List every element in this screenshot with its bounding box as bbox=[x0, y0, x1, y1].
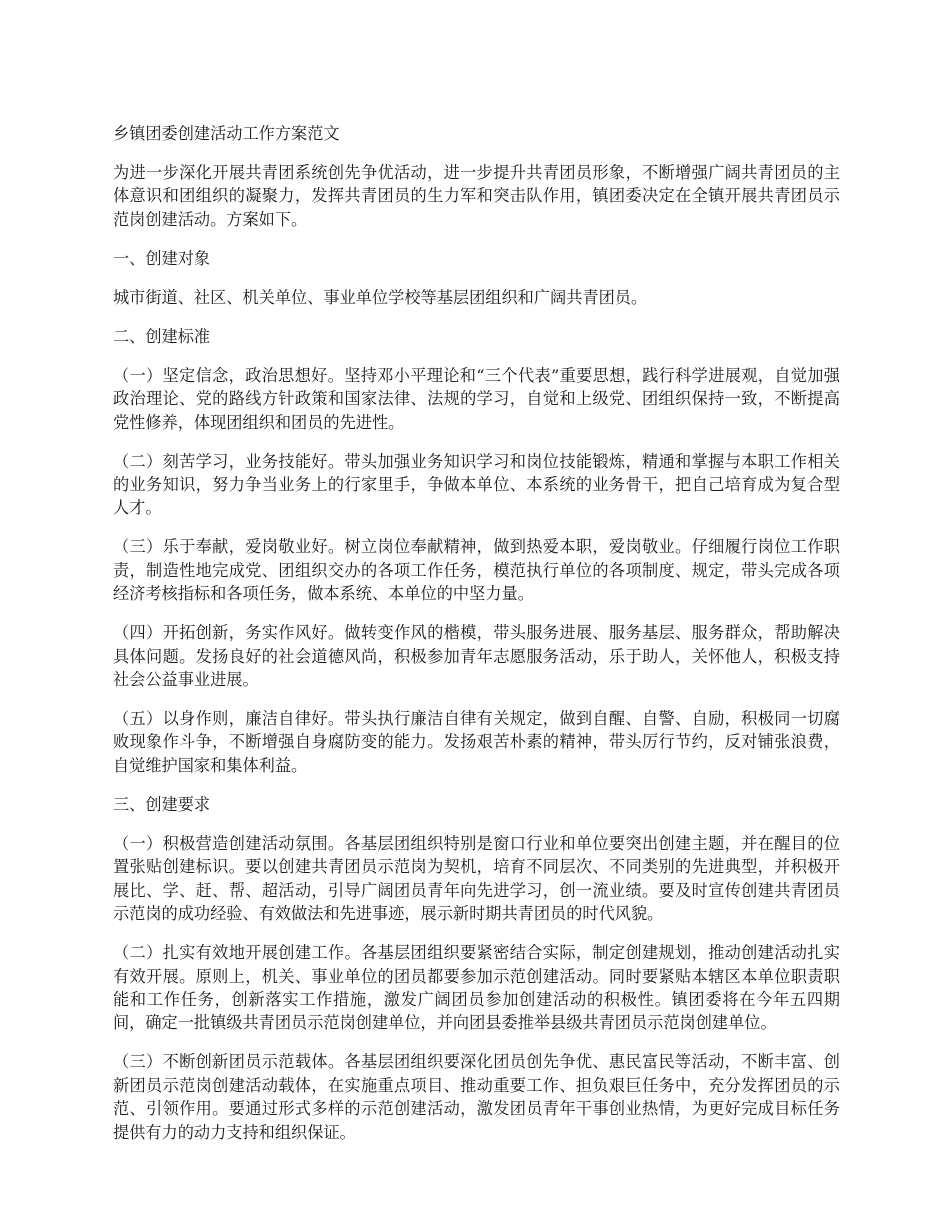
standard-item: （四）开拓创新，务实作风好。做转变作风的楷模，带头服务进展、服务基层、服务群众，帮助解决具体问题。发扬良好的社会道德风尚，积极参加青年志愿服务活动，乐于助人，关怀他人，积极支持社会公益事业进展。 bbox=[113, 623, 840, 690]
standard-item: （三）乐于奉献，爱岗敬业好。树立岗位奉献精神，做到热爱本职，爱岗敬业。仔细履行岗位工作职责，制造性地完成党、团组织交办的各项工作任务，模范执行单位的各项制度、规定，带头完成各项经济考核指标和各项任务，做本系统、本单位的中坚力量。 bbox=[113, 537, 840, 604]
standard-item: （五）以身作则，廉洁自律好。带头执行廉洁自律有关规定，做到自醒、自警、自励，积极同一切腐败现象作斗争，不断增强自身腐防变的能力。发扬艰苦朴素的精神，带头厉行节约，反对铺张浪费，自觉维护国家和集体利益。 bbox=[113, 709, 840, 775]
requirement-item: （三）不断创新团员示范载体。各基层团组织要深化团员创先争优、惠民富民等活动，不断丰富、创新团员示范岗创建活动载体，在实施重点项目、推动重要工作、担负艰巨任务中，充分发挥团员的示范、引领作用。要通过形式多样的示范创建活动，激发团员青年干事创业热情，为更好完成目标任务提供有力的动力支持和组织保证。 bbox=[113, 1052, 840, 1142]
requirement-item: （二）扎实有效地开展创建工作。各基层团组织要紧密结合实际，制定创建规划，推动创建活动扎实有效开展。原则上，机关、事业单位的团员都要参加示范创建活动。同时要紧贴本辖区本单位职责职能和工作任务，创新落实工作措施，激发广阔团员参加创建活动的积极性。镇团委将在今年五四期间，确定一批镇级共青团员示范岗创建单位，并向团县委推举县级共青团员示范岗创建单位。 bbox=[113, 943, 840, 1033]
document-title: 乡镇团委创建活动工作方案范文 bbox=[113, 124, 340, 143]
section-heading-requirements: 三、创建要求 bbox=[113, 794, 211, 814]
section-heading-targets: 一、创建对象 bbox=[113, 248, 211, 268]
intro-paragraph: 为进一步深化开展共青团系统创先争优活动，进一步提升共青团员形象，不断增强广阔共青团员的主体意识和团组织的凝聚力，发挥共青团员的生力军和突击队作用，镇团委决定在全镇开展共青团员示范岗创建活动。方案如下。 bbox=[113, 163, 840, 229]
targets-paragraph: 城市街道、社区、机关单位、事业单位学校等基层团组织和广阔共青团员。 bbox=[113, 287, 648, 307]
requirement-item: （一）积极营造创建活动氛围。各基层团组织特别是窗口行业和单位要突出创建主题，并在醒目的位置张贴创建标识。要以创建共青团员示范岗为契机，培育不同层次、不同类别的先进典型，并积极开展比、学、赶、帮、超活动，引导广阔团员青年向先进学习，创一流业绩。要及时宣传创建共青团员示范岗的成功经验、有效做法和先进事迹，展示新时期共青团员的时代风貌。 bbox=[113, 833, 840, 924]
standard-item: （二）刻苦学习，业务技能好。带头加强业务知识学习和岗位技能锻炼，精通和掌握与本职工作相关的业务知识，努力争当业务上的行家里手，争做本单位、本系统的业务骨干，把自己培育成为复合型人才。 bbox=[113, 451, 840, 518]
document-page bbox=[113, 122, 840, 1160]
standard-item: （一）坚定信念，政治思想好。坚持邓小平理论和“三个代表”重要思想，践行科学进展观，自觉加强政治理论、党的路线方针政策和国家法律、法规的学习，自觉和上级党、团组织保持一致，不断提高党性修养，体现团组织和团员的先进性。 bbox=[113, 365, 840, 432]
section-heading-standards: 二、创建标准 bbox=[113, 326, 211, 346]
